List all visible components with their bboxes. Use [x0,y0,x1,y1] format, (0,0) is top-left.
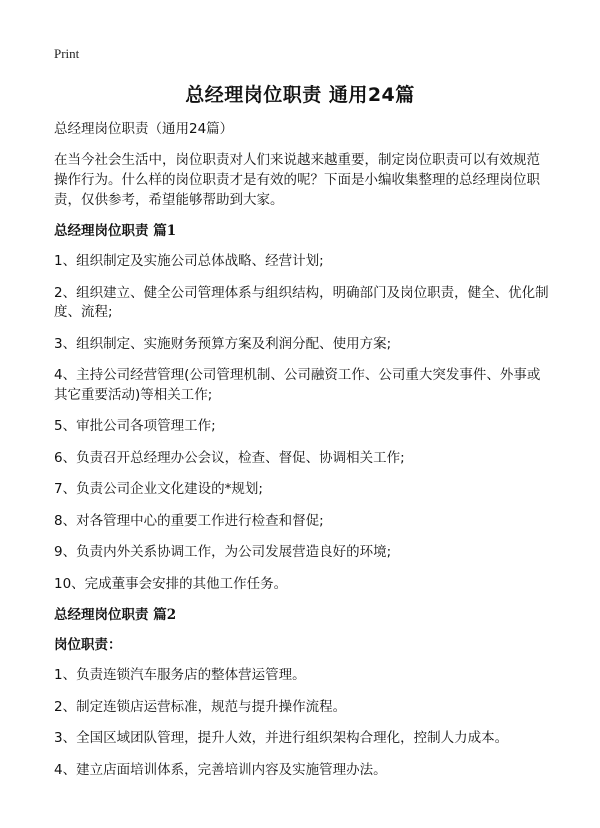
section-2-heading: 总经理岗位职责 篇2 [54,607,177,623]
section-1-heading: 总经理岗位职责 篇1 [54,223,177,239]
page-title: 总经理岗位职责 通用24篇 [185,84,415,106]
print-link[interactable]: Print [54,46,80,61]
job-duties-heading: 岗位职责： [54,637,122,653]
list-item: 5、审批公司各项管理工作; [54,418,216,434]
list-item: 6、负责召开总经理办公会议，检查、督促、协调相关工作; [54,449,405,466]
list-item: 10、完成董事会安排的其他工作任务。 [54,575,288,592]
list-item: 7、负责公司企业文化建设的*规划; [54,481,263,497]
list-item: 3、全国区域团队管理，提升人效，并进行组织架构合理化，控制人力成本。 [54,730,509,746]
list-item: 1、组织制定及实施公司总体战略、经营计划; [54,253,324,269]
list-item: 8、对各管理中心的重要工作进行检查和督促; [54,512,324,529]
intro-paragraph: 在当今社会生活中，岗位职责对人们来说越来越重要，制定岗位职责可以有效规范操作行为。什么样的岗位职责才是有效的呢？下面是小编收集整理的总经理岗位职责，仅供参考，希望能够帮助到大家。 [54,152,540,208]
list-item: 9、负责内外关系协调工作，为公司发展营造良好的环境; [54,544,392,560]
list-item: 2、制定连锁店运营标准，规范与提升操作流程。 [54,698,347,715]
list-item: 4、主持公司经营管理(公司管理机制、公司融资工作、公司重大突发事件、外事或其它重要活动)等相关工作; [54,367,541,403]
document-body [54,120,550,792]
list-item: 2、组织建立、健全公司管理体系与组织结构，明确部门及岗位职责，健全、优化制度、流程; [54,284,549,320]
list-item: 3、组织制定、实施财务预算方案及利润分配、使用方案; [54,335,392,352]
list-item: 4、建立店面培训体系，完善培训内容及实施管理办法。 [54,761,387,778]
document-subtitle: 总经理岗位职责（通用24篇） [54,121,234,137]
list-item: 1、负责连锁汽车服务店的整体营运管理。 [54,667,306,683]
